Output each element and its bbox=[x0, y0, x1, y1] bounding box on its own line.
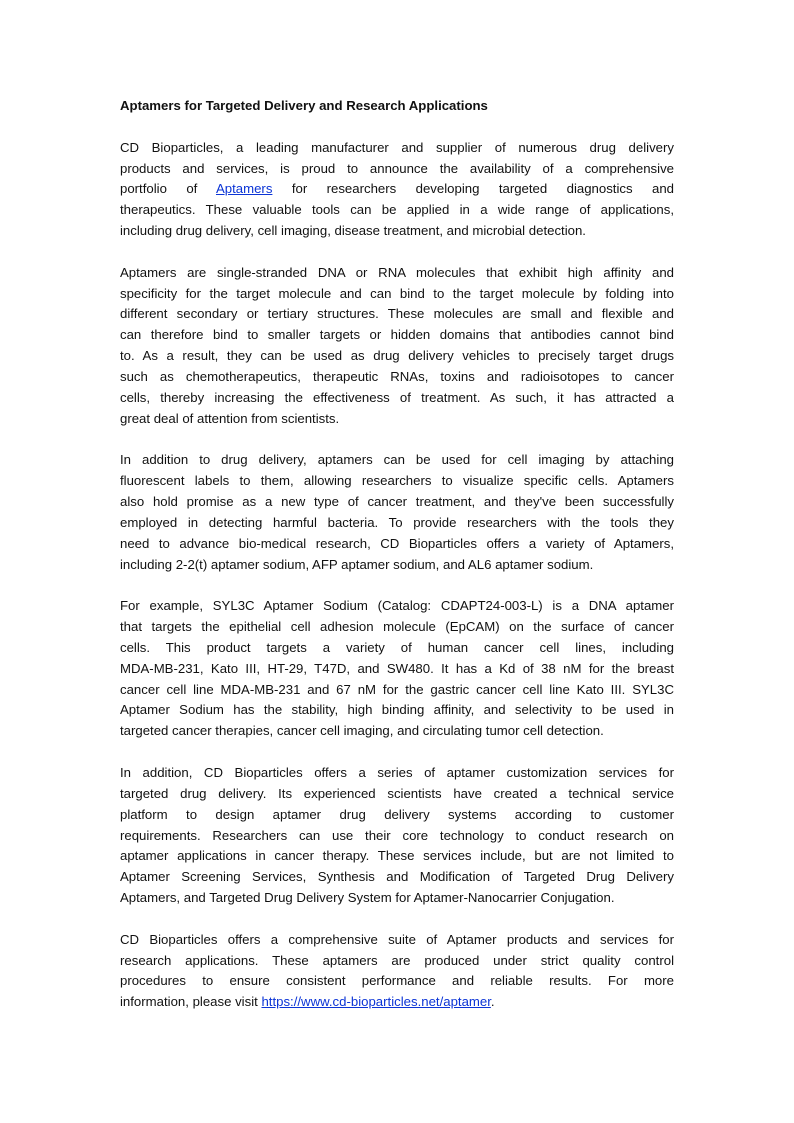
text-line: Aptamer Screening Services, Synthesis and Modification of Targeted Drug Delivery bbox=[120, 869, 674, 885]
text-line: For example, SYL3C Aptamer Sodium (Catalog: CDAPT24-003-L) is a DNA aptamer bbox=[120, 598, 674, 614]
text-line: cells, thereby increasing the effectiveness of treatment. As such, it has attracted a bbox=[120, 389, 674, 405]
text-line: In addition, CD Bioparticles offers a series of aptamer customization services for bbox=[120, 765, 674, 780]
text-line: information, please visit https://www.cd-bioparticles.net/aptamer. bbox=[120, 994, 495, 1010]
text-line: also hold promise as a new type of cancer treatment, and they've been successfully bbox=[120, 494, 674, 510]
text-line: products and services, is proud to announce the availability of a comprehensive bbox=[120, 160, 674, 176]
text-line: CD Bioparticles, a leading manufacturer and supplier of numerous drug delivery bbox=[120, 139, 674, 155]
hyperlink[interactable]: Aptamers bbox=[215, 181, 273, 197]
text-line: research applications. These aptamers are produced under strict quality control bbox=[120, 952, 674, 968]
text-line: platform to design aptamer drug delivery systems according to customer bbox=[120, 806, 674, 822]
hyperlink[interactable]: https://www.cd-bioparticles.net/aptamer bbox=[261, 994, 491, 1010]
text-line: portfolio of Aptamers for researchers developing targeted diagnostics and bbox=[120, 181, 674, 197]
text-line: that targets the epithelial cell adhesion molecule (EpCAM) on the surface of cancer bbox=[120, 619, 674, 635]
text-line: aptamer applications in cancer therapy. These services include, but are not limited to bbox=[120, 848, 674, 864]
text-line: including 2-2(t) aptamer sodium, AFP aptamer sodium, and AL6 aptamer sodium. bbox=[120, 556, 594, 572]
text-line: can therefore bind to smaller targets or hidden domains that antibodies cannot bind bbox=[120, 327, 674, 343]
text-line: cells. This product targets a variety of human cancer cell lines, including bbox=[120, 639, 674, 655]
text-line: targeted cancer therapies, cancer cell imaging, and circulating tumor cell detection. bbox=[120, 723, 604, 739]
text-line: different secondary or tertiary structures. These molecules are small and flexible and bbox=[120, 306, 674, 322]
text-line: employed in detecting harmful bacteria. To provide researchers with the tools they bbox=[120, 514, 674, 530]
text-line: Aptamers, and Targeted Drug Delivery System for Aptamer-Nanocarrier Conjugation. bbox=[120, 890, 615, 906]
text-line: need to advance bio-medical research, CD Bioparticles offers a variety of Aptamers, bbox=[120, 535, 674, 551]
text-line: fluorescent labels to them, allowing researchers to visualize specific cells. Aptamers bbox=[120, 473, 674, 489]
text-line: CD Bioparticles offers a comprehensive suite of Aptamer products and services for bbox=[120, 931, 674, 947]
text-line: to. As a result, they can be used as drug delivery vehicles to precisely target drugs bbox=[120, 348, 674, 364]
text-line: such as chemotherapeutics, therapeutic RNAs, toxins and radioisotopes to cancer bbox=[120, 368, 674, 384]
text-line: In addition to drug delivery, aptamers can be used for cell imaging by attaching bbox=[120, 452, 674, 468]
text-line: MDA-MB-231, Kato III, HT-29, T47D, and SW480. It has a Kd of 38 nM for the breast bbox=[120, 660, 674, 676]
paragraph-1 bbox=[120, 138, 674, 242]
text-line: Aptamers are single-stranded DNA or RNA molecules that exhibit high affinity and bbox=[120, 264, 674, 280]
text-line: cancer cell line MDA-MB-231 and 67 nM for the gastric cancer cell line Kato III. SYL3C bbox=[120, 681, 674, 697]
text-line: including drug delivery, cell imaging, disease treatment, and microbial detection. bbox=[120, 223, 586, 239]
text-line: great deal of attention from scientists. bbox=[120, 410, 340, 426]
text-line: procedures to ensure consistent performance and reliable results. For more bbox=[120, 973, 674, 989]
text-line: Aptamer Sodium has the stability, high binding affinity, and selectivity to be used in bbox=[120, 702, 674, 718]
document-body bbox=[120, 96, 674, 1034]
paragraph-6 bbox=[120, 930, 674, 1013]
text-line: specificity for the target molecule and can bind to the target molecule by folding into bbox=[120, 285, 674, 301]
paragraph-4 bbox=[120, 596, 674, 742]
text-line: requirements. Researchers can use their core technology to conduct research on bbox=[120, 827, 674, 843]
text-line: therapeutics. These valuable tools can be applied in a wide range of applications, bbox=[120, 202, 674, 218]
text-line: targeted drug delivery. Its experienced scientists have created a technical service bbox=[120, 785, 674, 801]
paragraph-2 bbox=[120, 263, 674, 430]
paragraph-3 bbox=[120, 450, 674, 575]
document-title: Aptamers for Targeted Delivery and Research Applications bbox=[120, 98, 488, 113]
paragraphs bbox=[120, 138, 674, 1013]
paragraph-5 bbox=[120, 763, 674, 909]
